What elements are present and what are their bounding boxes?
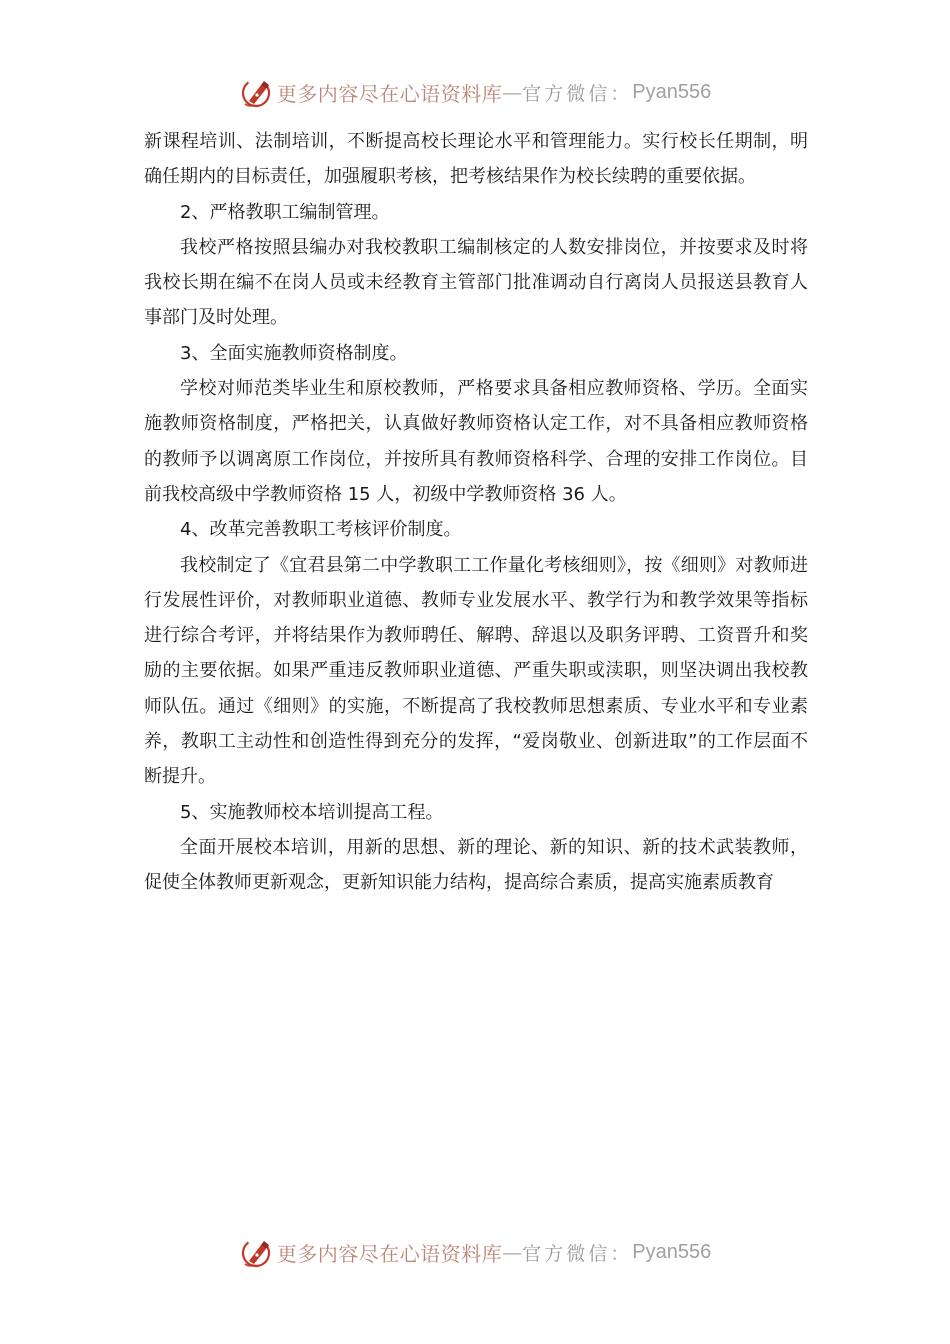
document-body [144,124,808,901]
watermark-wechat-id: Pyan556 [632,80,712,103]
paragraph-qualification: 学校对师范类毕业生和原校教师，严格要求具备相应教师资格、学历。全面实施教师资格制度，严格把关，认真做好教师资格认定工作，对不具备相应教师资格的教师予以调离原工作岗位，并按所具有教师资格科学、合理的安排工作岗位。目前我校高级中学教师资格 15 人，初级中学教师资格 36 人。 [144,378,808,505]
watermark-wechat-label: 官方微信： [522,1242,633,1265]
section-heading-5: 5、实施教师校本培训提高工程。 [180,801,444,823]
watermark-wechat-label: 官方微信： [522,82,633,105]
watermark-wechat-id: Pyan556 [632,1240,712,1263]
pen-nib-logo-icon [239,1234,275,1270]
watermark-separator: — [502,1240,523,1264]
watermark-slogan: 更多内容尽在心语资料库 [276,1241,503,1266]
header-watermark [0,72,950,112]
section-heading-2: 2、严格教职工编制管理。 [180,201,390,223]
paragraph-continuation: 新课程培训、法制培训，不断提高校长理论水平和管理能力。实行校长任期制，明确任期内的目标责任，加强履职考核，把考核结果作为校长续聘的重要依据。 [144,131,808,188]
pen-nib-logo-icon [239,74,275,110]
section-heading-4: 4、改革完善教职工考核评价制度。 [180,519,462,541]
paragraph-evaluation: 我校制定了《宜君县第二中学教职工工作量化考核细则》，按《细则》对教师进行发展性评价，对教师职业道德、教师专业发展水平、教学行为和教学效果等指标进行综合考评，并将结果作为教师聘任、解聘、辞退以及职务评聘、工资晋升和奖励的主要依据。如果严重违反教师职业道德、严重失职或渎职，则坚决调出我校教师队伍。通过《细则》的实施，不断提高了我校教师思想素质、专业水平和专业素养，教职工主动性和创造性得到充分的发挥，“爱岗敬业、创新进取”的工作层面不断提升。 [144,554,808,788]
watermark-separator: — [502,80,523,104]
paragraph-training: 全面开展校本培训，用新的思想、新的理论、新的知识、新的技术武装教师，促使全体教师更新观念，更新知识能力结构，提高综合素质，提高实施素质教育 [144,836,808,894]
watermark-slogan: 更多内容尽在心语资料库 [276,81,503,106]
section-heading-3: 3、全面实施教师资格制度。 [180,342,408,364]
paragraph-staffing: 我校严格按照县编办对我校教职工编制核定的人数安排岗位，并按要求及时将我校长期在编不在岗人员或未经教育主管部门批准调动自行离岗人员报送县教育人事部门及时处理。 [144,236,808,329]
footer-watermark [0,1232,950,1272]
